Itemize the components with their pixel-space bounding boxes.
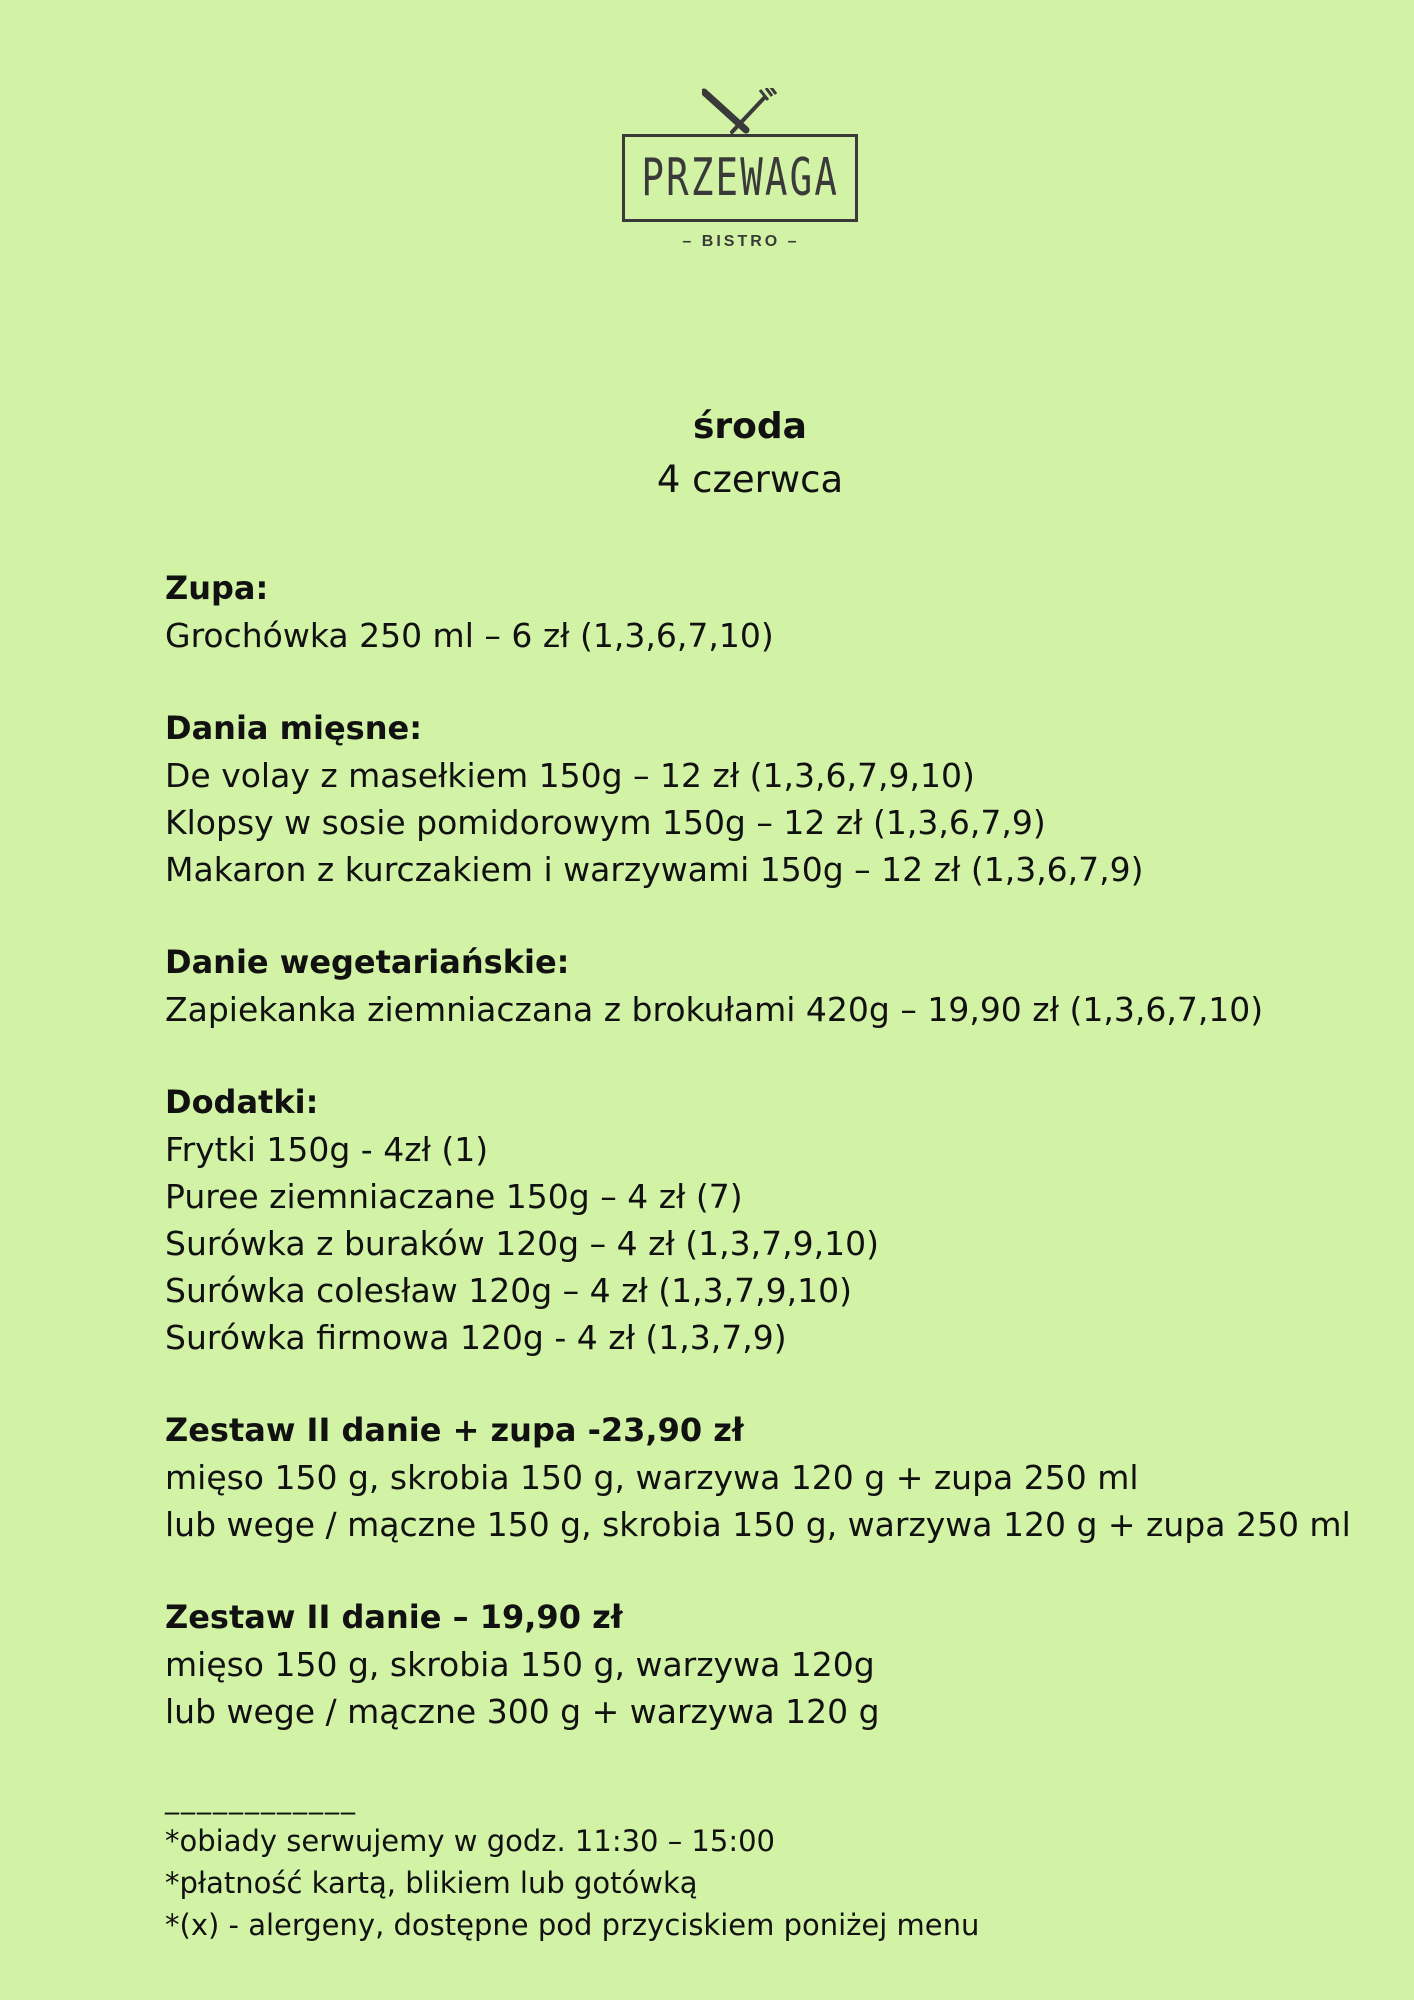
menu-item: lub wege / mączne 300 g + warzywa 120 g — [165, 1692, 880, 1731]
section-title: Zestaw II danie – 19,90 zł — [165, 1598, 623, 1636]
section-title: Zestaw II danie + zupa -23,90 zł — [165, 1411, 744, 1449]
logo-tagline: – BISTRO – — [682, 233, 800, 250]
footer-separator: ____________ — [165, 1782, 357, 1815]
bistro-logo — [620, 88, 862, 258]
menu-item: mięso 150 g, skrobia 150 g, warzywa 120g — [165, 1645, 875, 1684]
menu-item: Klopsy w sosie pomidorowym 150g – 12 zł (1,3,6,7,9) — [165, 803, 1046, 842]
menu-item: Makaron z kurczakiem i warzywami 150g – 12 zł (1,3,6,7,9) — [165, 850, 1144, 889]
section-soup — [165, 565, 1405, 659]
logo-name: PRZEWAGA — [641, 148, 839, 208]
menu-item: mięso 150 g, skrobia 150 g, warzywa 120 g + zupa 250 ml — [165, 1458, 1139, 1497]
knife-fork-icon — [702, 88, 782, 138]
section-title: Dodatki: — [165, 1083, 319, 1121]
menu-item: Surówka z buraków 120g – 4 zł (1,3,7,9,10) — [165, 1224, 879, 1263]
menu-footer — [165, 1778, 979, 1946]
menu-item: Puree ziemniaczane 150g – 4 zł (7) — [165, 1177, 743, 1216]
menu-item: Frytki 150g - 4zł (1) — [165, 1130, 489, 1169]
footer-note: *płatność kartą, blikiem lub gotówką — [165, 1866, 698, 1900]
menu-item: De volay z masełkiem 150g – 12 zł (1,3,6,7,9,10) — [165, 756, 975, 795]
menu-item: Surówka firmowa 120g - 4 zł (1,3,7,9) — [165, 1318, 787, 1357]
menu-body — [165, 565, 1405, 1781]
menu-day: środa — [693, 406, 807, 447]
footer-note: *(x) - alergeny, dostępne pod przyciskiem poniżej menu — [165, 1908, 980, 1942]
menu-item: Grochówka 250 ml – 6 zł (1,3,6,7,10) — [165, 616, 774, 655]
menu-date: 4 czerwca — [656, 458, 844, 501]
menu-item: lub wege / mączne 150 g, skrobia 150 g, warzywa 120 g + zupa 250 ml — [165, 1505, 1351, 1544]
section-set-main — [165, 1594, 1405, 1735]
menu-item: Zapiekanka ziemniaczana z brokułami 420g – 19,90 zł (1,3,6,7,10) — [165, 990, 1264, 1029]
logo-frame — [622, 134, 858, 222]
section-set-with-soup — [165, 1407, 1405, 1548]
section-title: Danie wegetariańskie: — [165, 943, 570, 981]
section-sides — [165, 1079, 1405, 1361]
section-title: Zupa: — [165, 569, 269, 607]
footer-note: *obiady serwujemy w godz. 11:30 – 15:00 — [165, 1824, 776, 1858]
section-title: Dania mięsne: — [165, 709, 422, 747]
section-vegetarian — [165, 939, 1405, 1033]
menu-item: Surówka colesław 120g – 4 zł (1,3,7,9,10) — [165, 1271, 852, 1310]
section-meat — [165, 705, 1405, 893]
